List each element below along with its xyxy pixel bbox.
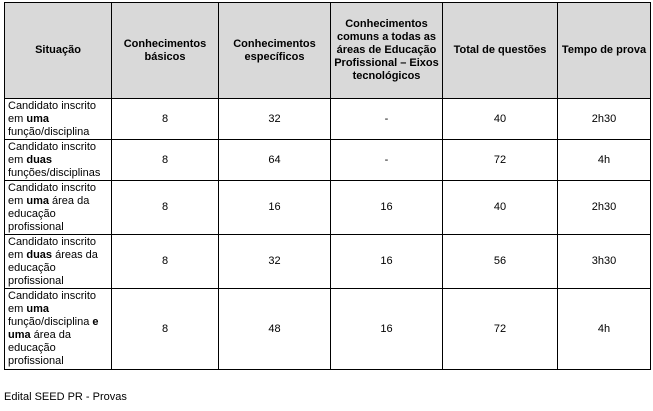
especificos-cell: 32 — [219, 235, 331, 289]
especificos-cell: 64 — [219, 140, 331, 181]
comuns-cell: 16 — [331, 235, 443, 289]
situacao-emphasis: duas — [26, 153, 53, 166]
table-row — [5, 289, 651, 370]
comuns-cell: 16 — [331, 289, 443, 370]
especificos-cell: 48 — [219, 289, 331, 370]
situacao-text: Candidato inscrito em — [8, 140, 97, 166]
basicos-cell: 8 — [112, 289, 219, 370]
comuns-cell: - — [331, 140, 443, 181]
basicos-cell: 8 — [112, 235, 219, 289]
total-cell: 56 — [443, 235, 558, 289]
tempo-cell: 4h — [558, 289, 651, 370]
header-tempo-prova: Tempo de prova — [558, 3, 651, 99]
situacao-emphasis: e — [92, 316, 99, 328]
tempo-cell: 3h30 — [558, 235, 651, 289]
situacao-text: funções/disciplinas — [8, 166, 101, 179]
situacao-cell — [5, 99, 112, 140]
table-row — [5, 140, 651, 181]
situacao-text: Candidato inscrito em — [8, 235, 97, 261]
especificos-cell: 16 — [219, 181, 331, 235]
comuns-cell: 16 — [331, 181, 443, 235]
basicos-cell: 8 — [112, 140, 219, 181]
basicos-cell: 8 — [112, 99, 219, 140]
situacao-cell — [5, 181, 112, 235]
header-situacao: Situação — [5, 3, 112, 99]
situacao-text: área da educação profissional — [8, 329, 71, 367]
situacao-cell — [5, 235, 112, 289]
total-cell: 40 — [443, 99, 558, 140]
header-conhecimentos-comuns: Conhecimentos comuns a todas as áreas de Educação Profissional – Eixos tecnológicos — [331, 3, 443, 99]
total-cell: 72 — [443, 289, 558, 370]
tempo-cell: 4h — [558, 140, 651, 181]
situacao-text: Candidato inscrito em — [8, 290, 97, 315]
header-conhecimentos-especificos: Conhecimentos específicos — [219, 3, 331, 99]
situacao-text: função/disciplina — [8, 125, 90, 138]
situacao-text: Candidato inscrito em — [8, 181, 97, 207]
comuns-cell: - — [331, 99, 443, 140]
situacao-emphasis: uma — [26, 303, 49, 315]
situacao-emphasis: uma — [26, 194, 49, 207]
table-row — [5, 99, 651, 140]
table-caption: Edital SEED PR - Provas — [4, 391, 127, 403]
situacao-cell — [5, 289, 112, 370]
situacao-emphasis: uma — [8, 329, 31, 341]
situacao-emphasis: duas — [26, 248, 53, 261]
table-row — [5, 235, 651, 289]
tempo-cell: 2h30 — [558, 99, 651, 140]
situacao-text: Candidato inscrito em — [8, 99, 97, 125]
situacao-text: área da educação profissional — [8, 194, 90, 233]
tempo-cell: 2h30 — [558, 181, 651, 235]
especificos-cell: 32 — [219, 99, 331, 140]
basicos-cell: 8 — [112, 181, 219, 235]
table-row — [5, 181, 651, 235]
header-total-questoes: Total de questões — [443, 3, 558, 99]
situacao-text: função/disciplina — [8, 316, 93, 328]
situacao-text: áreas da educação profissional — [8, 248, 98, 287]
situacao-emphasis: uma — [26, 112, 49, 125]
exam-table — [4, 2, 651, 370]
header-row — [5, 3, 651, 99]
header-conhecimentos-basicos: Conhecimentos básicos — [112, 3, 219, 99]
total-cell: 72 — [443, 140, 558, 181]
situacao-cell — [5, 140, 112, 181]
total-cell: 40 — [443, 181, 558, 235]
